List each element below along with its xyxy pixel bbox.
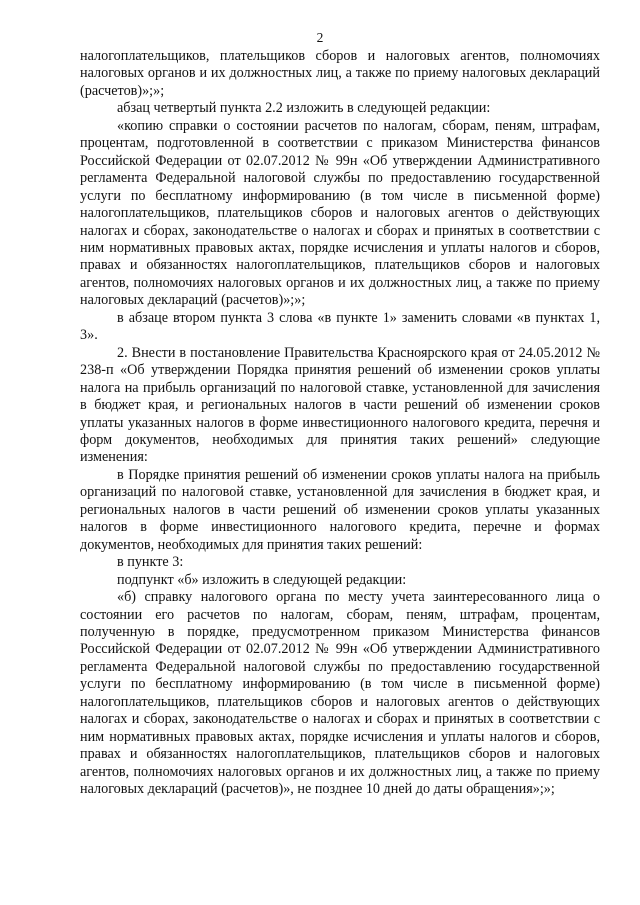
paragraph-2: абзац четвертый пункта 2.2 изложить в следующей редакции: [117,100,491,117]
paragraph-5: 2. Внести в постановление Правительства Красноярского края от 24.05.2012 № 238-п «Об утверждении Порядка принятия решений об изменении сроков уплаты налога на прибыль организаций по налоговой ставке, установленной для зачисления в бюджет края, и региональных налогов в части решений об изменении сроков уплаты указанных налогов в форме инвестиционного налогового кредита, перечня и форм документов, необходимых для принятия таких решений» следующие изменения: [80,344,600,466]
paragraph-3: «копию справки о состоянии расчетов по налогам, сборам, пеням, штрафам, процентам, подготовленной в соответствии с приказом Министерства финансов Российской Федерации от 02.07.2012 № 99н «Об утверждении Административного регламента Федеральной налоговой службы по предоставлению государственной услуги по бесплатному информированию (в том числе в письменной форме) налогоплательщиков, плательщиков сборов и налоговых агентов о действующих налогах и сборах, законодательстве о налогах и сборах и принятых в соответствии с ним нормативных правовых актах, порядке исчисления и уплаты налогов и сборов, правах и обязанностях налогоплательщиков, плательщиков сборов и налоговых агентов, полномочиях налоговых органов и их должностных лиц, а также по приему налоговых деклараций (расчетов)»;»; [80,117,600,309]
document-body [80,48,600,798]
paragraph-6: в Порядке принятия решений об изменении сроков уплаты налога на прибыль организаций по налоговой ставке, установленной для зачисления в бюджет края, и региональных налогов в части решений об изменении сроков уплаты указанных налогов в форме инвестиционного налогового кредита, перечне и формах документов, необходимых для принятия таких решений: [80,466,600,553]
page-number: 2 [316,30,324,45]
paragraph-4: в абзаце втором пункта 3 слова «в пункте 1» заменить словами «в пунктах 1, 3». [80,309,600,344]
paragraph-7: в пункте 3: [117,554,184,571]
paragraph-1: налогоплательщиков, плательщиков сборов и налоговых агентов, полномочиях налоговых органов и их должностных лиц, а также по приему налоговых деклараций (расчетов)»;»; [80,48,600,99]
paragraph-9: «б) справку налогового органа по месту учета заинтересованного лица о состоянии его расчетов по налогам, сборам, пеням, штрафам, процентам, полученную в порядке, предусмотренном приказом Министерства финансов Российской Федерации от 02.07.2012 № 99н «Об утверждении Административного регламента Федеральной налоговой службы по предоставлению государственной услуги по бесплатному информированию (в том числе в письменной форме) налогоплательщиков, плательщиков сборов и налоговых агентов о действующих налогах и сборах, законодательстве о налогах и сборах и принятых в соответствии с ним нормативных правовых актах, порядке исчисления и уплаты налогов и сборов, правах и обязанностях налогоплательщиков, плательщиков сборов и налоговых агентов, полномочиях налоговых органов и их должностных лиц, а также по приему налоговых деклараций (расчетов)», не позднее 10 дней до даты обращения»;»; [80,589,600,798]
paragraph-8: подпункт «б» изложить в следующей редакции: [117,571,407,588]
